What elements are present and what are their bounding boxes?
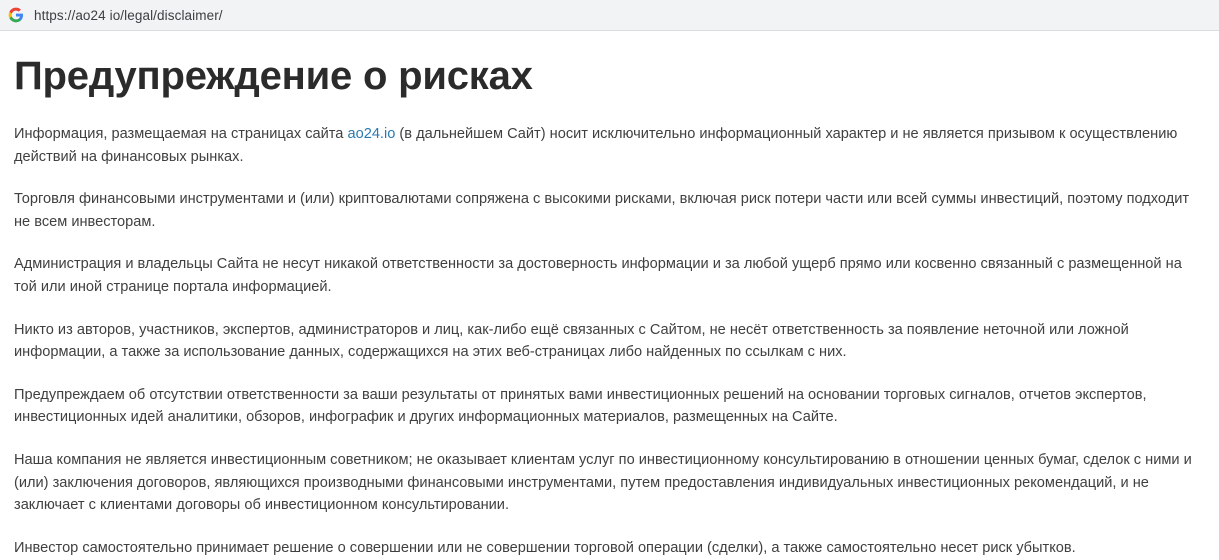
paragraph-2: Торговля финансовыми инструментами и (или) криптовалютами сопряжена с высокими рисками, включая риск потери части или всей суммы инвестиций, поэтому подходит не всем инвесторам. <box>14 191 1190 230</box>
site-link[interactable]: ao24.io <box>347 126 396 142</box>
paragraph-4: Никто из авторов, участников, экспертов, администраторов и лиц, как-либо ещё связанных с Сайтом, не несёт ответственность за появление неточной или ложной информации, а также за использование данных, содержащихся на этих веб-страницах либо найденных по ссылкам с них. <box>14 321 1129 361</box>
url-text[interactable]: https://ao24 io/legal/disclaimer/ <box>34 7 223 23</box>
paragraph-1-text-after: (в дальнейшем Сайт) носит исключительно информационный характер и не является призывом к осуществлению действий на финансовых рынках. <box>14 126 1178 165</box>
page-content <box>0 31 1219 560</box>
paragraph-5: Предупреждаем об отсутствии ответственности за ваши результаты от принятых вами инвестиционных решений на основании торговых сигналов, отчетов экспертов, инвестиционных идей аналитики, обзоров, инфографик и других информационных материалов, размещенных на Сайте. <box>14 386 1147 426</box>
paragraph-1 <box>14 123 1205 168</box>
google-g-icon <box>8 7 24 23</box>
page-title: Предупреждение о рисках <box>14 54 533 98</box>
paragraph-6: Наша компания не является инвестиционным советником; не оказывает клиентам услуг по инвестиционному консультированию в отношении ценных бумаг, сделок с ними и (или) заключения договоров, являющихся производными финансовыми инструментами, путем предоставления индивидуальных инвестиционных рекомендаций, и не заключает с клиентами договоры об инвестиционном консультировании. <box>14 452 1192 514</box>
paragraph-7: Инвестор самостоятельно принимает решение о совершении или не совершении торговой операции (сделки), а также самостоятельно несет риск убытков. <box>14 539 1076 556</box>
paragraph-3: Администрация и владельцы Сайта не несут никакой ответственности за достоверность информации и за любой ущерб прямо или косвенно связанный с размещенной на той или иной странице портала информацией. <box>14 256 1182 296</box>
paragraph-1-text-before: Информация, размещаемая на страницах сайта <box>14 126 348 142</box>
browser-url-bar[interactable] <box>0 0 1219 31</box>
